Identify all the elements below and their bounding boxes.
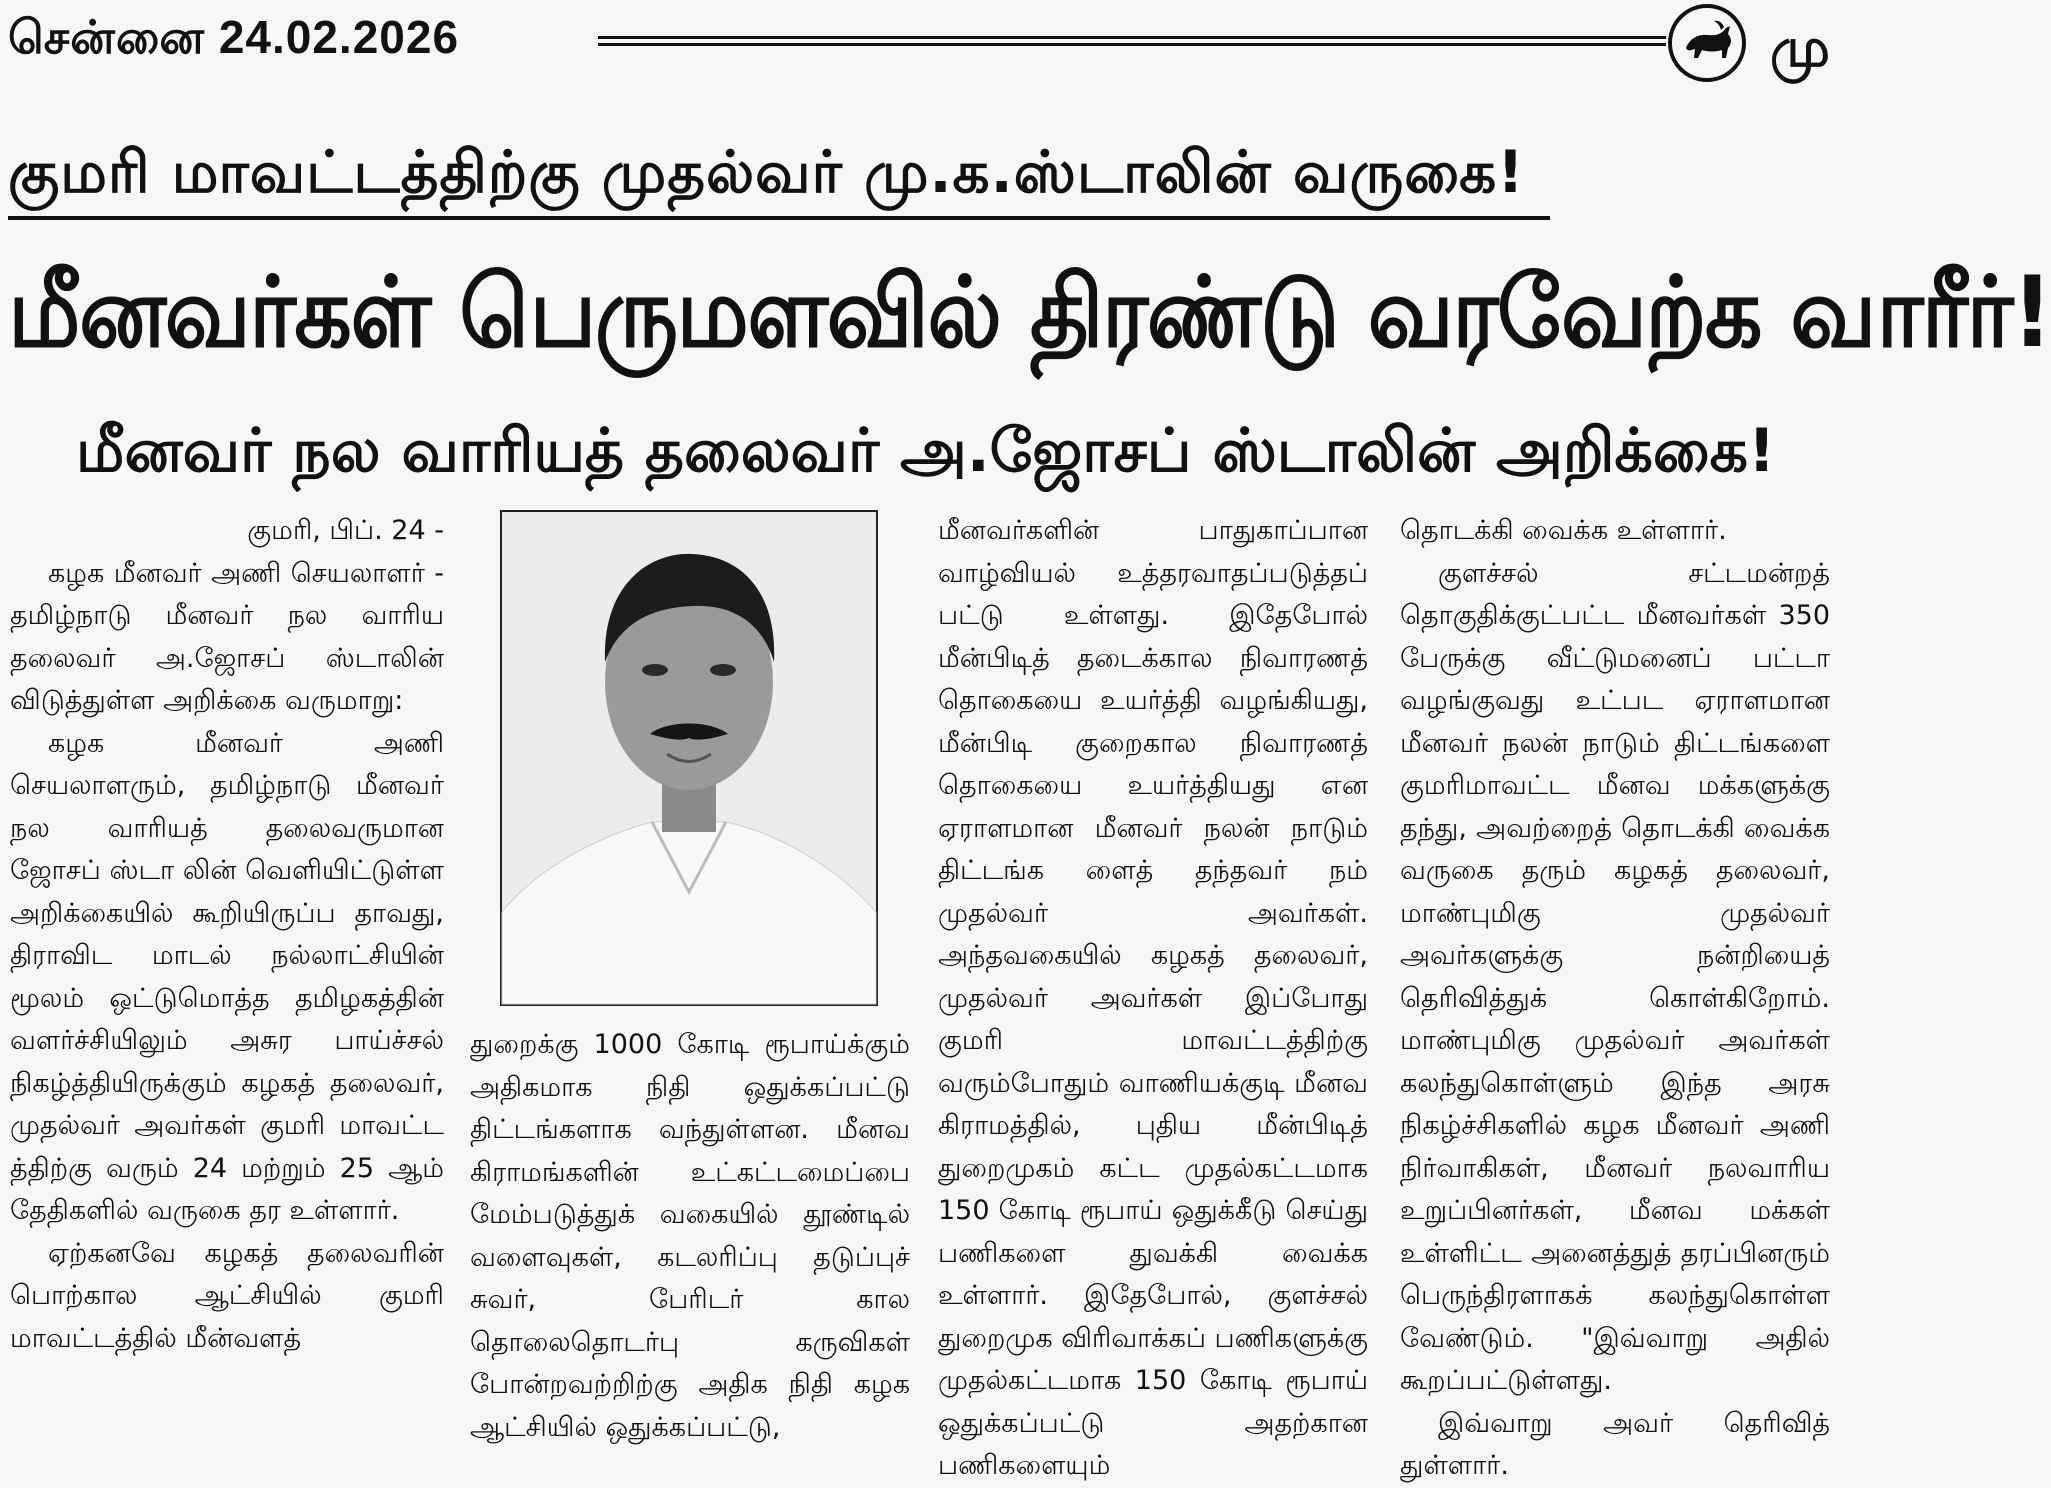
paragraph: தொடக்கி வைக்க உள்ளார். xyxy=(1400,515,1727,546)
article-column-2 xyxy=(470,1024,910,1443)
article-column-1 xyxy=(10,510,444,1430)
article-column-3 xyxy=(938,510,1368,1481)
article-column-4 xyxy=(1400,510,1830,1481)
paragraph: இவ்வாறு அவர் தெரிவித் துள்ளார். xyxy=(1400,1407,1830,1481)
paragraph: குளச்சல் சட்டமன்றத் தொகுதிக்குட்பட்ட மீனவர்கள் 350 பேருக்கு வீட்டுமனைப் பட்டா வழங்குவது உட்பட ஏராளமான மீனவர் நலன் நாடும் திட்டங்களை குமரிமாவட்ட மீனவ மக்களுக்கு தந்து, அவற்றைத் தொடக்கி வைக்க வருகை தரும் கழகத் தலைவர், மாண்புமிகு முதல்வர் அவர்களுக்கு நன்றியைத் தெரிவித்துக் கொள்கிறோம். மாண்புமிகு முதல்வர் அவர்கள் கலந்துகொள்ளும் இந்த அரசு நிகழ்ச்சிகளில் கழக மீனவர் அணி நிர்வாகிகள், மீனவர் நலவாரிய உறுப்பினர்கள், மீனவ மக்கள் உள்ளிட்ட அனைத்துத் தரப்பினரும் பெருந்திரளாகக் கலந்துகொள்ள வேண்டும். "இவ்வாறு அதில் கூறப்பட்டுள்ளது. xyxy=(1400,557,1830,1396)
paragraph: கழக மீனவர் அணி செயலாளர் - தமிழ்நாடு மீனவர் நல வாரிய தலைவர் அ.ஜோசப் ஸ்டாலின் விடுத்துள்ள அறிக்கை வருமாறு: xyxy=(10,557,444,716)
masthead-rule xyxy=(598,36,1666,54)
article-dateline: குமரி, பிப். 24 - xyxy=(247,515,444,546)
masthead xyxy=(0,0,1838,96)
masthead-page-label: மு xyxy=(1770,16,1830,79)
paragraph: மீனவர்களின் பாதுகாப்பான வாழ்வியல் உத்தரவாதப்படுத்தப் பட்டு உள்ளது. இதேபோல் மீன்பிடித் தடைக்கால நிவாரணத் தொகையை உயர்த்தி வழங்கியது, மீன்பிடி குறைகால நிவாரணத் தொகையை உயர்த்தியது என ஏராளமான மீனவர் நலன் நாடும் திட்டங்க ளைத் தந்தவர் நம் முதல்வர் அவர்கள். அந்தவகையில் கழகத் தலைவர், முதல்வர் அவர்கள் இப்போது குமரி மாவட்டத்திற்கு வரும்போதும் வாணியக்குடி மீனவ கிராமத்தில், புதிய மீன்பிடித் துறைமுகம் கட்ட முதல்கட்டமாக 150 கோடி ரூபாய் ஒதுக்கீடு செய்து பணிகளை துவக்கி வைக்க உள்ளார். இதேபோல், குளச்சல் துறைமுக விரிவாக்கப் பணிகளுக்கு முதல்கட்டமாக 150 கோடி ரூபாய் ஒதுக்கப்பட்டு அதற்கான பணிகளையும் xyxy=(938,515,1368,1481)
paragraph: துறைக்கு 1000 கோடி ரூபாய்க்கும் அதிகமாக நிதி ஒதுக்கப்பட்டு திட்டங்களாக வந்துள்ளன. மீனவ கிராமங்களின் உட்கட்டமைப்பை மேம்படுத்துக் வகையில் தூண்டில் வளைவுகள், கடலரிப்பு தடுப்புச் சுவர், பேரிடர் கால தொலைதொடர்பு கருவிகள் போன்றவற்றிற்கு அதிக நிதி கழக ஆட்சியில் ஒதுக்கப்பட்டு, xyxy=(470,1029,910,1443)
paragraph: ஏற்கனவே கழகத் தலைவரின் பொற்கால ஆட்சியில் குமரி மாவட்டத்தில் மீன்வளத் xyxy=(10,1237,444,1354)
paragraph: கழக மீனவர் அணி செயலாளரும், தமிழ்நாடு மீனவர் நல வாரியத் தலைவருமான ஜோசப் ஸ்டா லின் வெளியிட்டுள்ள அறிக்கையில் கூறியிருப்ப தாவது, திராவிட மாடல் நல்லாட்சியின் மூலம் ஒட்டுமொத்த தமிழகத்தின் வளர்ச்சியிலும் அசுர பாய்ச்சல் நிகழ்த்தியிருக்கும் கழகத் தலைவர், முதல்வர் அவர்கள் குமரி மாவட்ட த்திற்கு வரும் 24 மற்றும் 25 ஆம் தேதிகளில் வருகை தர உள்ளார். xyxy=(10,727,444,1226)
article-subhead: மீனவர் நல வாரியத் தலைவர் அ.ஜோசப் ஸ்டாலின் அறிக்கை! xyxy=(76,416,1776,486)
article-kicker: குமரி மாவட்டத்திற்கு முதல்வர் மு.க.ஸ்டாலின் வருகை! xyxy=(8,138,1525,206)
article-headline: மீனவர்கள் பெருமளவில் திரண்டு வரவேற்க வாரீர்! xyxy=(8,256,2051,370)
masthead-city: சென்னை xyxy=(8,11,206,63)
masthead-date: 24.02.2026 xyxy=(218,11,460,63)
portrait-photo xyxy=(500,510,878,1006)
bull-emblem-icon xyxy=(1668,4,1746,82)
masthead-dateline xyxy=(8,10,459,71)
kicker-underline xyxy=(8,216,1550,220)
